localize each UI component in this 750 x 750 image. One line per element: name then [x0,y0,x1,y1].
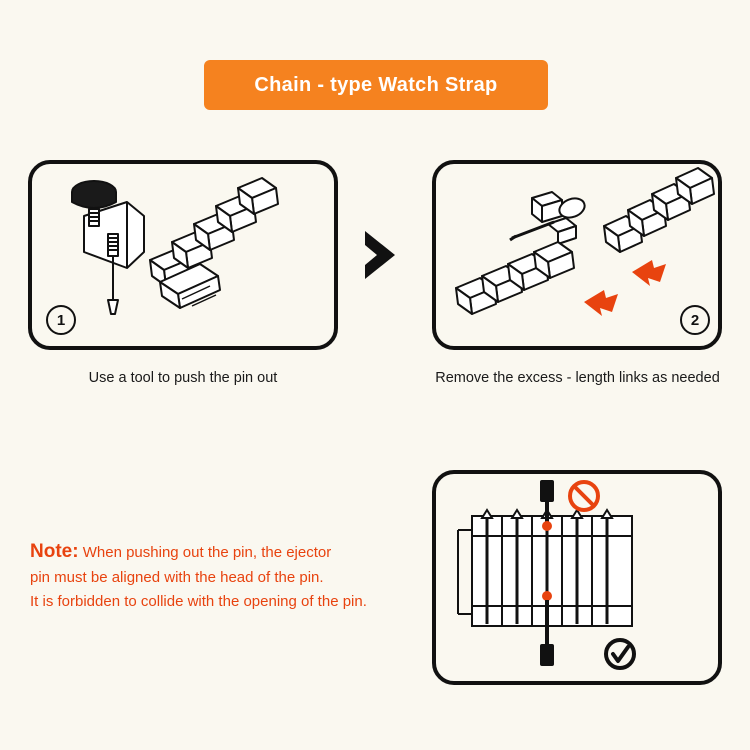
step-2-panel [432,160,722,350]
note-text-1: When pushing out the pin, the ejector [82,544,332,561]
step-1-badge: 1 [46,305,76,335]
page-title-banner [204,60,548,110]
note-block [30,537,420,613]
step-1-illustration [32,164,334,346]
note-line-3: It is forbidden to collide with the opening of the pin. [30,592,367,610]
step-2-illustration [436,164,718,346]
chevron-right-icon [355,225,415,285]
step-1-caption: Use a tool to push the pin out [88,370,278,386]
step-2-badge: 2 [680,305,710,335]
check-circle-icon [606,640,634,668]
pin-alignment-illustration [436,474,718,681]
page-title: Chain - type Watch Strap [254,73,498,96]
step-2-caption: Remove the excess - length links as needed [435,370,720,386]
note-line-1 [30,537,420,566]
direction-arrows [584,260,666,316]
pin-alignment-panel [432,470,722,685]
prohibited-icon [570,482,598,510]
note-line-2: pin must be aligned with the head of the pin. [30,569,324,587]
note-label: Note: [30,541,79,562]
